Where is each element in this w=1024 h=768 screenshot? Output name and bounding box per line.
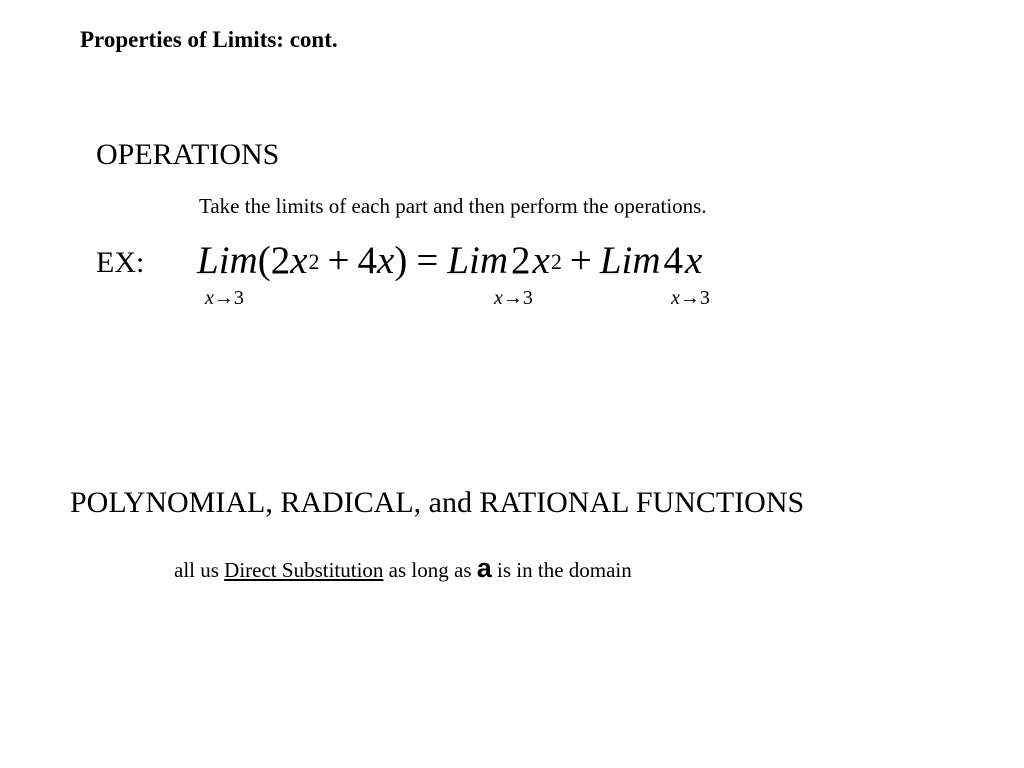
functions-description — [174, 553, 632, 584]
subscript-value: 3 — [522, 287, 533, 309]
limit-subscript — [671, 287, 710, 310]
variable-x: x — [532, 239, 550, 282]
lim-operator: Lim — [197, 239, 258, 282]
coefficient: 4 — [663, 239, 684, 282]
variable-x: x — [685, 239, 703, 282]
subscript-value: 3 — [233, 287, 244, 309]
direct-substitution-term: Direct Substitution — [224, 558, 384, 582]
subscript-variable: x — [205, 287, 214, 309]
arrow-icon: → — [679, 287, 700, 309]
subscript-variable: x — [671, 287, 680, 309]
text-before: all us — [174, 558, 225, 582]
functions-heading: POLYNOMIAL, RADICAL, and RATIONAL FUNCTIONS — [70, 486, 805, 519]
limit-subscript — [205, 287, 244, 310]
example-label: EX: — [96, 246, 145, 279]
operations-description: Take the limits of each part and then perform the operations. — [199, 194, 707, 218]
lim-operator: Lim — [599, 239, 661, 282]
text-middle: as long as — [383, 558, 477, 582]
equals-operator: = — [416, 239, 439, 282]
arrow-icon: → — [213, 287, 234, 309]
plus-operator: + — [569, 239, 592, 282]
limit-subscript — [494, 287, 533, 310]
coefficient: 2 — [511, 239, 531, 282]
variable-x: x — [377, 239, 395, 282]
lim-operator: Lim — [447, 239, 509, 282]
equation-text: (2 — [257, 239, 291, 282]
operations-heading: OPERATIONS — [96, 138, 280, 171]
text-after: is in the domain — [491, 558, 632, 582]
plus-operator: + — [327, 239, 350, 282]
variable-a: a — [476, 553, 492, 583]
subscript-value: 3 — [699, 287, 710, 309]
slide-title: Properties of Limits: cont. — [80, 27, 338, 52]
limit-equation: Lim (2 x $^2$ + 4 x ) = Lim 2 x $^2$ + Lim 4 x — [197, 239, 703, 282]
coefficient: 4 — [357, 239, 378, 282]
arrow-icon: → — [502, 287, 523, 309]
subscript-variable: x — [494, 287, 503, 309]
variable-x: x — [290, 239, 308, 282]
close-paren: ) — [394, 239, 408, 282]
